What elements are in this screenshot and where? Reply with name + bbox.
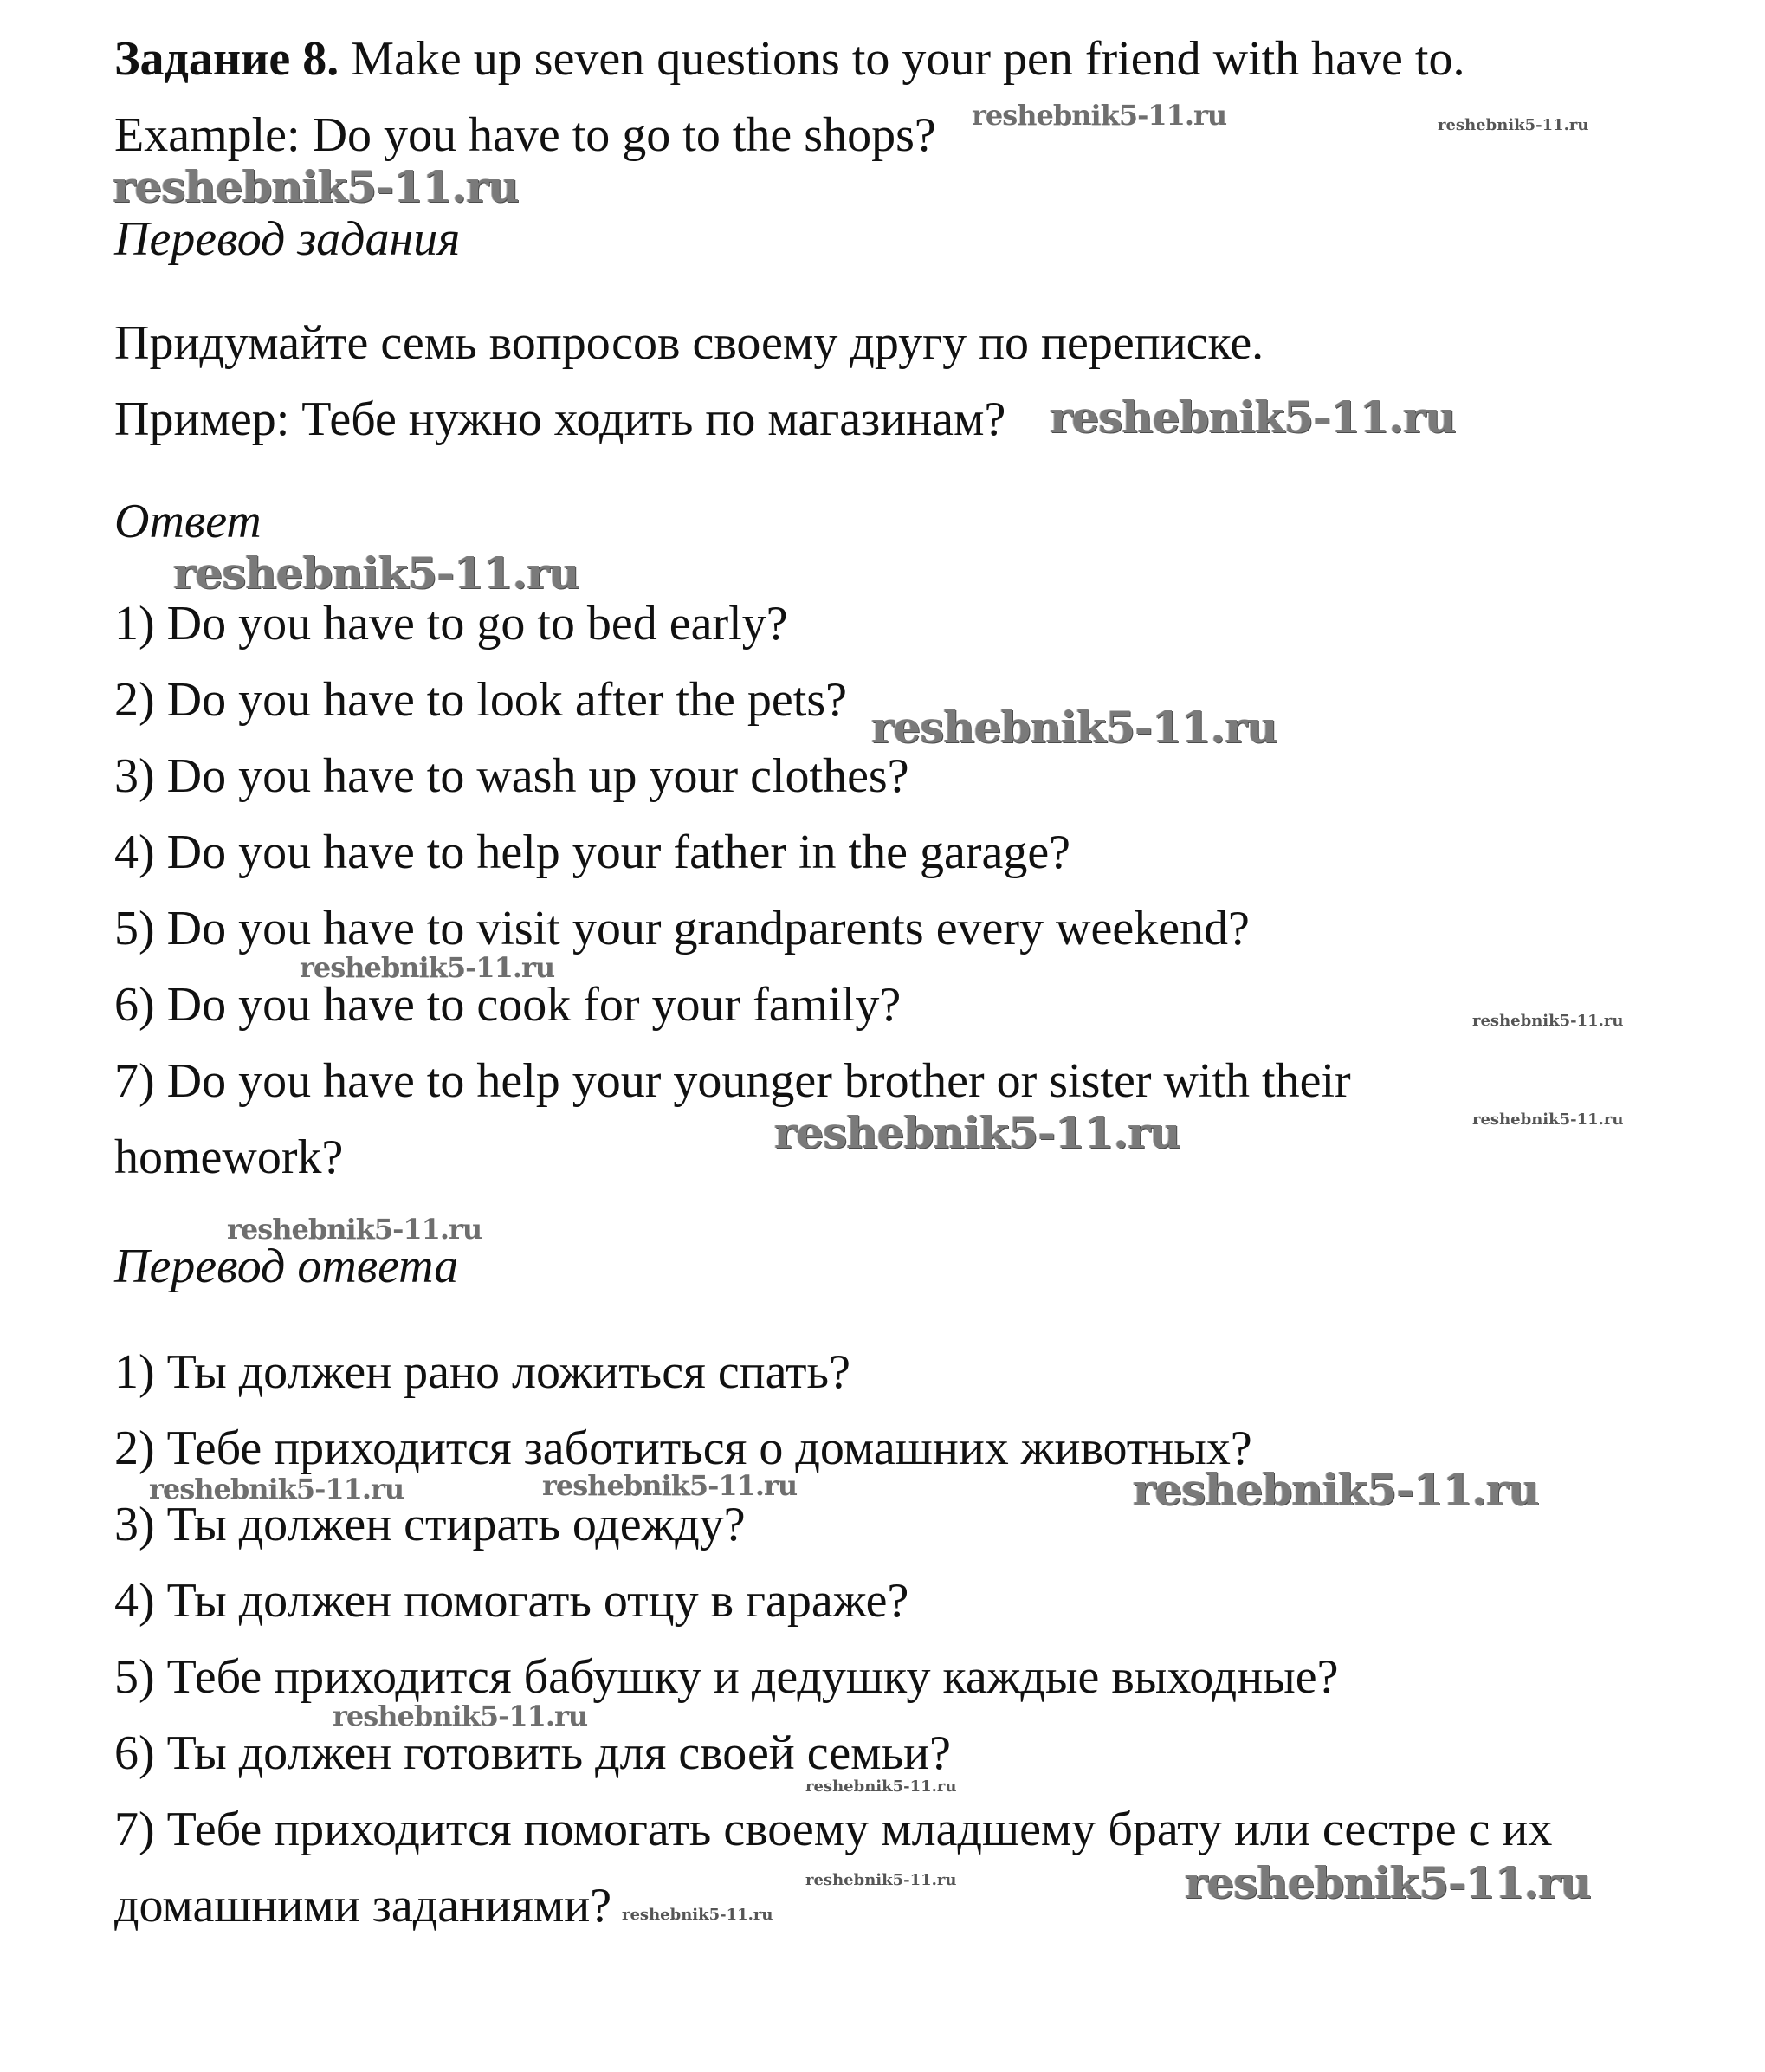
watermark: reshebnik5-11.ru: [1050, 392, 1456, 443]
task-title-line: [114, 31, 1464, 87]
translation-item-4: 4) Ты должен помогать отцу в гараже?: [114, 1574, 909, 1628]
task-example: Example: Do you have to go to the shops?: [114, 108, 936, 162]
answer-translation-heading: Перевод ответа: [114, 1240, 459, 1293]
answer-heading: Ответ: [114, 495, 262, 548]
translation-item-3: 3) Ты должен стирать одежду?: [114, 1498, 746, 1551]
watermark: reshebnik5-11.ru: [1472, 1012, 1624, 1030]
watermark: reshebnik5-11.ru: [1133, 1464, 1539, 1515]
watermark: reshebnik5-11.ru: [542, 1469, 798, 1502]
answer-item-2: 2) Do you have to look after the pets?: [114, 673, 847, 727]
translation-item-2: 2) Тебе приходится заботиться о домашних животных?: [114, 1421, 1252, 1475]
answer-item-6: 6) Do you have to cook for your family?: [114, 978, 902, 1032]
translation-item-7: 7) Тебе приходится помогать своему младшему брату или сестре с их: [114, 1803, 1553, 1856]
watermark: reshebnik5-11.ru: [333, 1700, 588, 1732]
watermark: reshebnik5-11.ru: [149, 1473, 404, 1505]
watermark: reshebnik5-11.ru: [300, 951, 555, 984]
answer-item-7-cont: homework?: [114, 1130, 344, 1184]
translation-item-1: 1) Ты должен рано ложиться спать?: [114, 1345, 850, 1399]
watermark: reshebnik5-11.ru: [871, 702, 1277, 753]
task-number: Задание 8.: [114, 32, 339, 86]
watermark: reshebnik5-11.ru: [805, 1777, 957, 1796]
watermark: reshebnik5-11.ru: [1185, 1857, 1591, 1908]
task-instruction: Make up seven questions to your pen friend with have to.: [339, 32, 1465, 86]
answer-item-5: 5) Do you have to visit your grandparents every weekend?: [114, 902, 1250, 955]
watermark: reshebnik5-11.ru: [1472, 1110, 1624, 1129]
translation-item-7-cont: домашними заданиями?: [114, 1879, 612, 1933]
answer-item-3: 3) Do you have to wash up your clothes?: [114, 749, 909, 803]
watermark: reshebnik5-11.ru: [805, 1871, 957, 1889]
watermark: reshebnik5-11.ru: [173, 547, 579, 599]
task-translation-example: Пример: Тебе нужно ходить по магазинам?: [114, 392, 1006, 446]
task-translation-heading: Перевод задания: [114, 212, 461, 266]
translation-item-6: 6) Ты должен готовить для своей семьи?: [114, 1726, 951, 1780]
watermark: reshebnik5-11.ru: [774, 1107, 1180, 1158]
watermark: reshebnik5-11.ru: [1438, 116, 1589, 134]
task-translation-instruction: Придумайте семь вопросов своему другу по переписке.: [114, 316, 1264, 370]
translation-item-5: 5) Тебе приходится бабушку и дедушку каждые выходные?: [114, 1650, 1339, 1704]
answer-item-1: 1) Do you have to go to bed early?: [114, 597, 788, 651]
answer-item-4: 4) Do you have to help your father in the garage?: [114, 826, 1071, 879]
watermark: reshebnik5-11.ru: [622, 1906, 773, 1924]
answer-item-7: 7) Do you have to help your younger brother or sister with their: [114, 1054, 1351, 1108]
watermark: reshebnik5-11.ru: [972, 99, 1227, 132]
watermark: reshebnik5-11.ru: [227, 1213, 482, 1246]
watermark: reshebnik5-11.ru: [113, 161, 519, 212]
